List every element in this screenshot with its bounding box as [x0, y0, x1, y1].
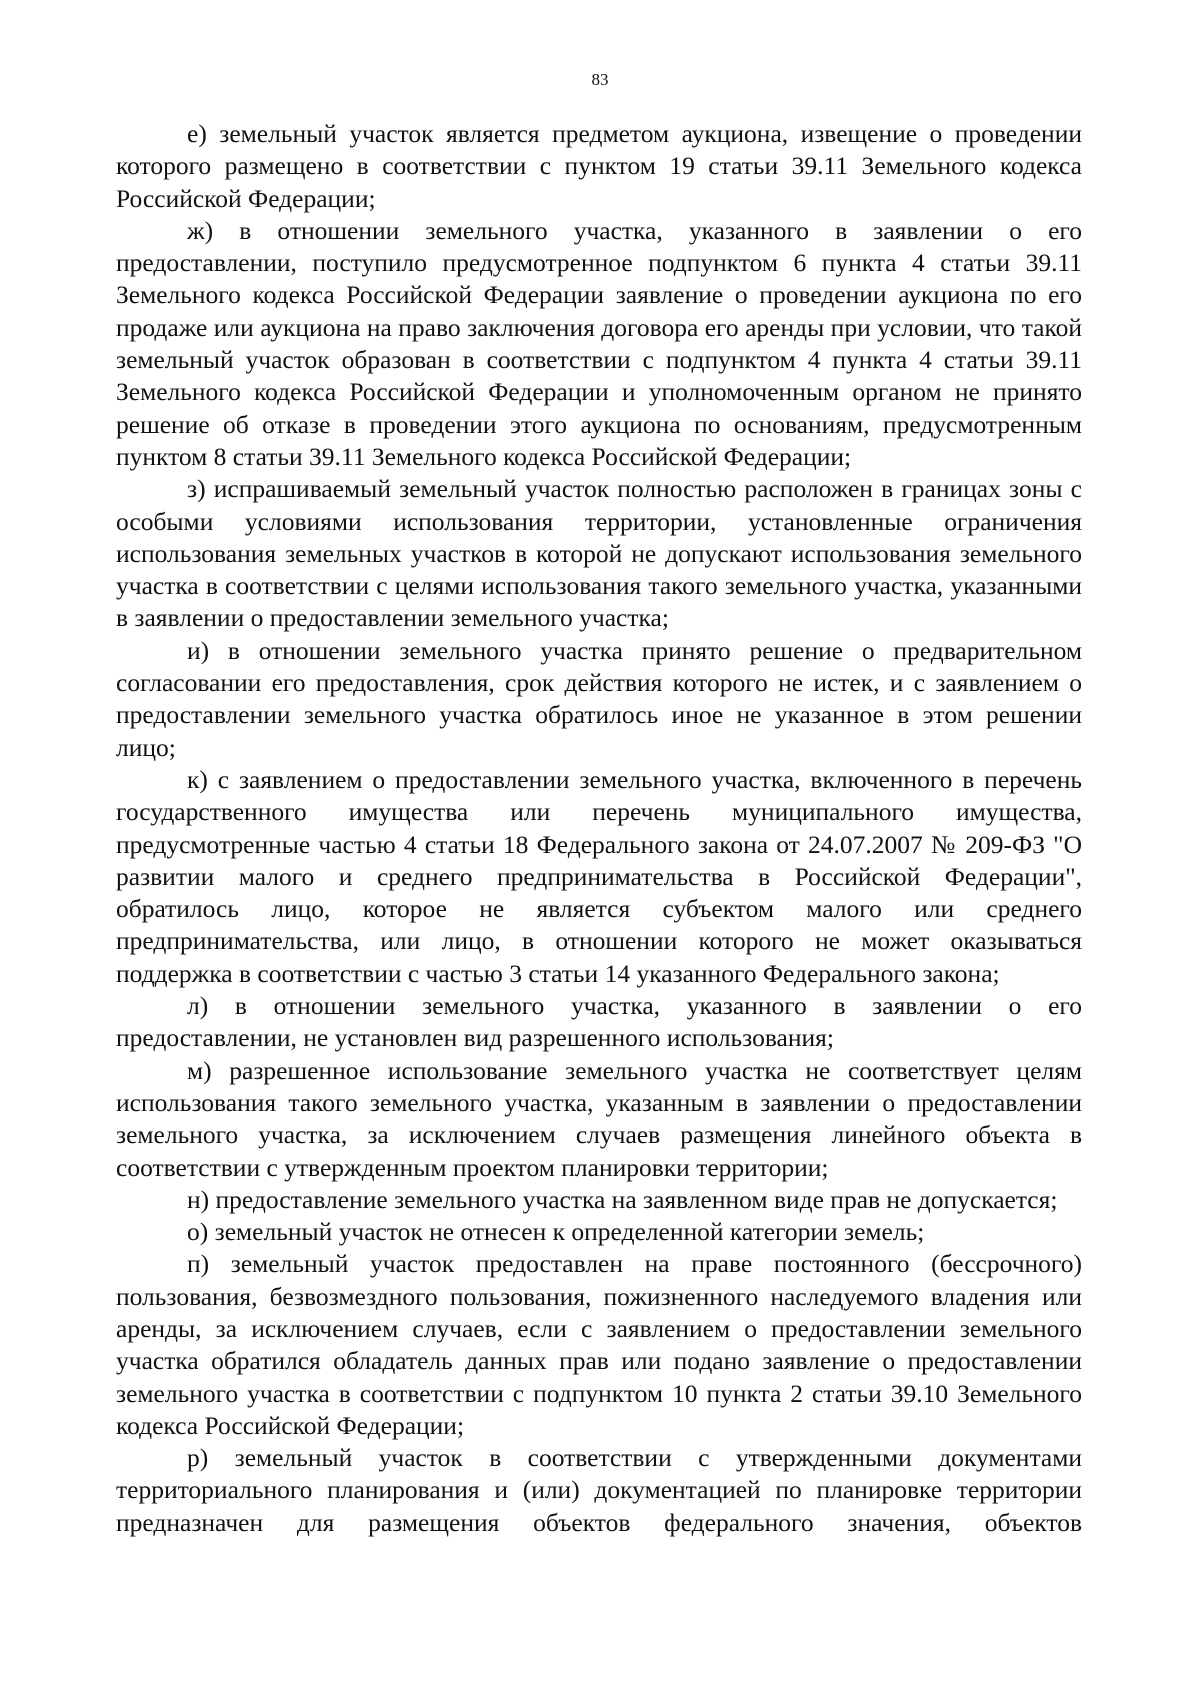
page-number: 83: [591, 70, 609, 89]
paragraph-l: л) в отношении земельного участка, указанного в заявлении о его предоставлении, не установлен вид разрешенного использования;: [116, 991, 1082, 1053]
paragraph-n: н) предоставление земельного участка на заявленном виде прав не допускается;: [187, 1184, 1058, 1214]
paragraph-i: и) в отношении земельного участка принято решение о предварительном согласовании его предоставления, срок действия которого не истек, и с заявлением о предоставлении земельного участка обратилось иное не указанное в этом решении лицо;: [116, 635, 1082, 762]
paragraph-zh: ж) в отношении земельного участка, указанного в заявлении о его предоставлении, поступило предусмотренное подпунктом 6 пункта 4 статьи 39.11 Земельного кодекса Российской Федерации заявление о проведении аукциона по его продаже или аукциона на право заключения договора его аренды при условии, что такой земельный участок образован в соответствии с подпунктом 4 пункта 4 статьи 39.11 Земельного кодекса Российской Федерации и уполномоченным органом не принято решение об отказе в проведении этого аукциона по основаниям, предусмотренным пунктом 8 статьи 39.11 Земельного кодекса Российской Федерации;: [116, 215, 1082, 471]
paragraph-z: з) испрашиваемый земельный участок полностью расположен в границах зоны с особыми условиями использования территории, установленные ограничения использования земельных участков в которой не допускают использования земельного участка в соответствии с целями использования такого земельного участка, указанными в заявлении о предоставлении земельного участка;: [116, 474, 1082, 633]
document-body: [116, 118, 1082, 1539]
paragraph-k: к) с заявлением о предоставлении земельного участка, включенного в перечень государственного имущества или перечень муниципального имущества, предусмотренные частью 4 статьи 18 Федерального закона от 24.07.2007 № 209-ФЗ "О развитии малого и среднего предпринимательства в Российской Федерации", обратилось лицо, которое не является субъектом малого или среднего предпринимательства, или лицо, в отношении которого не может оказываться поддержка в соответствии с частью 3 статьи 14 указанного Федерального закона;: [116, 764, 1082, 988]
paragraph-r: р) земельный участок в соответствии с утвержденными документами территориального планирования и (или) документацией по планировке территории предназначен для размещения объектов федерального значения, объектов: [116, 1443, 1082, 1537]
paragraph-m: м) разрешенное использование земельного участка не соответствует целям использования такого земельного участка, указанным в заявлении о предоставлении земельного участка, за исключением случаев размещения линейного объекта в соответствии с утвержденным проектом планировки территории;: [116, 1055, 1082, 1182]
paragraph-e: е) земельный участок является предметом аукциона, извещение о проведении которого размещено в соответствии с пунктом 19 статьи 39.11 Земельного кодекса Российской Федерации;: [116, 119, 1082, 213]
paragraph-p: п) земельный участок предоставлен на праве постоянного (бессрочного) пользования, безвозмездного пользования, пожизненного наследуемого владения или аренды, за исключением случаев, если с заявлением о предоставлении земельного участка обратился обладатель данных прав или подано заявление о предоставлении земельного участка в соответствии с подпунктом 10 пункта 2 статьи 39.10 Земельного кодекса Российской Федерации;: [116, 1249, 1082, 1440]
paragraph-o: о) земельный участок не отнесен к определенной категории земель;: [187, 1217, 925, 1247]
